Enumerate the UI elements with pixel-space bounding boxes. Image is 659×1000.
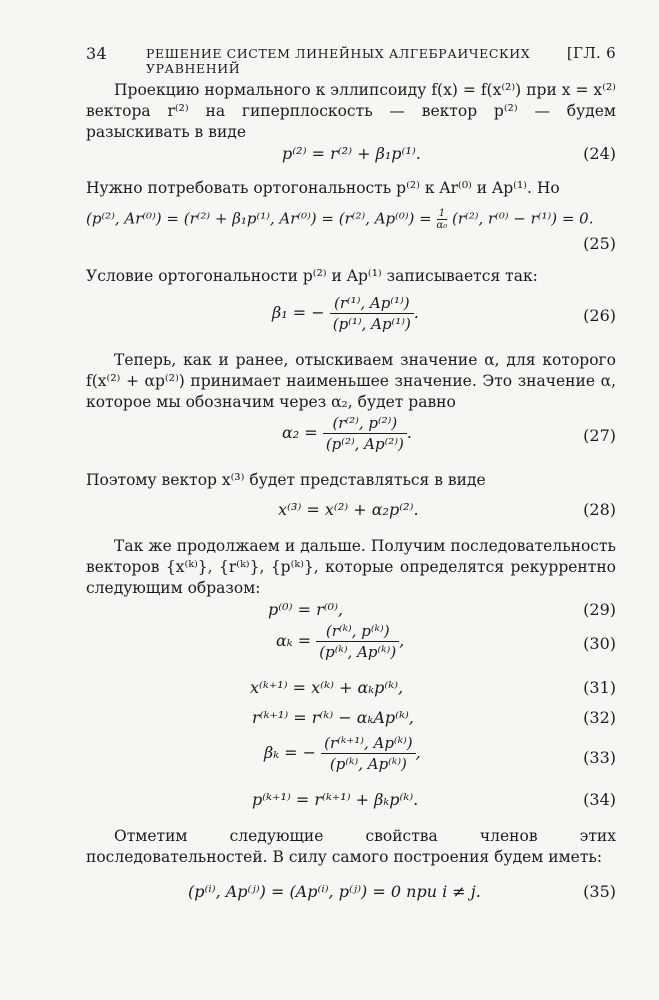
equation-32-formula: r⁽ᵏ⁺¹⁾ = r⁽ᵏ⁾ − αₖAp⁽ᵏ⁾, [252,708,414,727]
page-header [86,44,616,76]
equation-27-lhs: α₂ = [282,423,318,442]
equation-25-number: (25) [583,234,616,253]
equation-30-frac-den: (p⁽ᵏ⁾, Ap⁽ᵏ⁾) [319,643,397,661]
equation-25-rhs: (r⁽²⁾, r⁽⁰⁾ − r⁽¹⁾) = 0. [452,209,594,228]
equation-30-lhs: αₖ = [276,631,312,650]
equation-26 [86,294,616,340]
paragraph-4: Теперь, как и ранее, отыскиваем значение α, для которого f(x⁽²⁾ + αp⁽²⁾) принимает наименьшее значение. Это значение α, которое мы обозначим через α₂, будет равно [86,351,616,411]
paragraph-7: Отметим следующие свойства членов этих последовательностей. В силу самого построения будем иметь: [86,827,616,866]
equation-26-frac-den: (p⁽¹⁾, Ap⁽¹⁾) [332,315,411,333]
equation-27-frac-den: (p⁽²⁾, Ap⁽²⁾) [325,435,404,453]
equation-30-tail: , [399,631,405,650]
paragraph-1: Проекцию нормального к эллипсоиду f(x) = f(x⁽²⁾) при x = x⁽²⁾ вектора r⁽²⁾ на гиперплоскость — вектор p⁽²⁾ — будем разыскивать в виде [86,81,616,141]
equation-30-frac-num: (r⁽ᵏ⁾, p⁽ᵏ⁾) [316,622,399,642]
equation-27 [86,414,616,460]
equation-29-formula: p⁽⁰⁾ = r⁽⁰⁾, [268,600,344,619]
equation-33-fraction [321,734,415,773]
equation-35-formula: (p⁽ⁱ⁾, Ap⁽ʲ⁾) = (Ap⁽ⁱ⁾, p⁽ʲ⁾) = 0 при i ≠ j. [188,882,481,901]
running-title: РЕШЕНИЕ СИСТЕМ ЛИНЕЙНЫХ АЛГЕБРАИЧЕСКИХ УРАВНЕНИЙ [146,46,531,76]
equation-26-tail: . [413,303,419,322]
equation-32 [86,708,616,734]
equation-25-formula [86,208,593,231]
equation-24-formula: p⁽²⁾ = r⁽²⁾ + β₁p⁽¹⁾. [282,144,421,163]
equation-26-formula [272,294,419,333]
equation-33-number: (33) [583,748,616,767]
equation-34-formula: p⁽ᵏ⁺¹⁾ = r⁽ᵏ⁺¹⁾ + βₖp⁽ᵏ⁾. [252,790,419,809]
paragraph-6: Так же продолжаем и дальше. Получим последовательность векторов {x⁽ᵏ⁾}, {r⁽ᵏ⁾}, {p⁽ᵏ⁾}, которые определятся рекуррентно следующим образом: [86,537,616,597]
equation-33-frac-den: (p⁽ᵏ⁾, Ap⁽ᵏ⁾) [329,755,407,773]
equation-26-fraction [330,294,414,333]
equation-25-lhs: (p⁽²⁾, Ar⁽⁰⁾) = (r⁽²⁾ + β₁p⁽¹⁾, Ar⁽⁰⁾) = (r⁽²⁾, Ap⁽⁰⁾) = [86,209,432,228]
equation-25-frac-den: α₀ [436,220,448,231]
equation-28-number: (28) [583,500,616,519]
equation-25-fraction [437,208,448,231]
equation-27-tail: . [406,423,412,442]
equation-33-formula [264,734,421,773]
equation-30-number: (30) [583,634,616,653]
equation-30-fraction [316,622,399,661]
equation-31 [86,678,616,704]
paragraph-2: Нужно потребовать ортогональность p⁽²⁾ к Ar⁽⁰⁾ и Ap⁽¹⁾. Но [86,179,560,197]
equation-35-number: (35) [583,882,616,901]
equation-26-lhs: β₁ = − [272,303,325,322]
equation-27-formula [282,414,412,453]
equation-26-number: (26) [583,306,616,325]
equation-34-number: (34) [583,790,616,809]
equation-33-tail: , [415,743,421,762]
equation-27-frac-num: (r⁽²⁾, p⁽²⁾) [323,414,407,434]
page-number: 34 [86,44,107,63]
chapter-label: [ГЛ. 6 [566,44,616,62]
equation-30-formula [276,622,404,661]
paragraph-3: Условие ортогональности p⁽²⁾ и Ap⁽¹⁾ записывается так: [86,267,538,285]
equation-25-frac-num: 1 [437,208,448,220]
equation-25 [86,208,616,253]
equation-24-number: (24) [583,144,616,163]
equation-28 [86,500,616,526]
equation-33-frac-num: (r⁽ᵏ⁺¹⁾, Ap⁽ᵏ⁾) [321,734,415,754]
equation-30 [86,622,616,668]
equation-31-formula: x⁽ᵏ⁺¹⁾ = x⁽ᵏ⁾ + αₖp⁽ᵏ⁾, [250,678,404,697]
equation-27-fraction [323,414,407,453]
paragraph-5: Поэтому вектор x⁽³⁾ будет представляться в виде [86,471,486,489]
equation-24 [86,144,616,170]
equation-32-number: (32) [583,708,616,727]
equation-34 [86,790,616,816]
equation-29-number: (29) [583,600,616,619]
equation-33-lhs: βₖ = − [264,743,317,762]
equation-28-formula: x⁽³⁾ = x⁽²⁾ + α₂p⁽²⁾. [278,500,419,519]
equation-27-number: (27) [583,426,616,445]
equation-35 [86,882,616,908]
equation-31-number: (31) [583,678,616,697]
equation-26-frac-num: (r⁽¹⁾, Ap⁽¹⁾) [330,294,414,314]
equation-33 [86,734,616,780]
